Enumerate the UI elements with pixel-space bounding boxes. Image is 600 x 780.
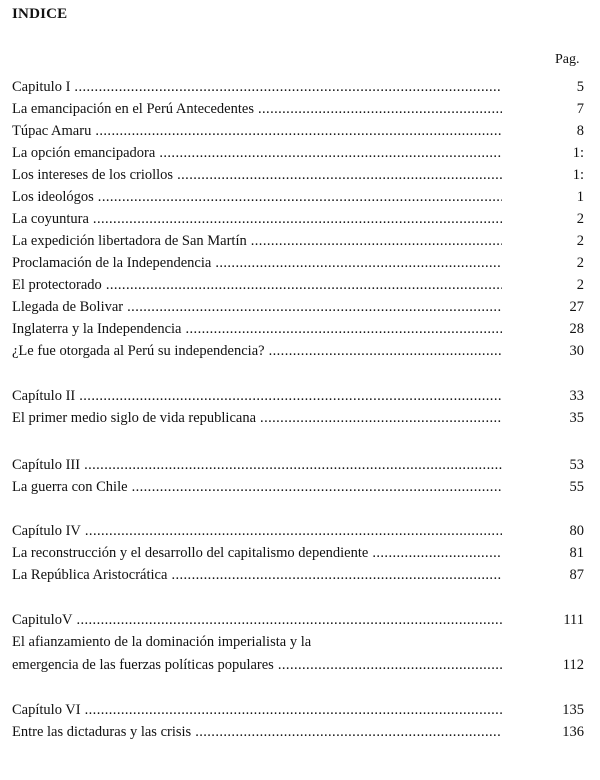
toc-entry-title: Proclamación de la Independencia ..... [12,253,502,273]
toc-entry [12,253,584,273]
toc-entry-title: Entre las dictaduras y las crisis ..... [12,722,502,742]
toc-entry-title: CapituloV ..... [12,610,502,630]
toc-entry [12,655,584,675]
toc-entry-page: 111 [563,612,584,628]
toc-entry-page: 5 [576,79,584,95]
toc-chapter [12,386,584,406]
toc-entry [12,275,584,295]
toc-entry [12,543,584,563]
toc-entry [12,297,584,317]
toc-entry-page: 136 [562,724,584,740]
page-column-label: Pag. [555,52,580,67]
toc-entry-title: La emancipación en el Perú Antecedentes ..... [12,99,502,119]
toc-entry-title: Los intereses de los criollos ..... [12,165,502,185]
toc-entry [12,565,584,585]
toc-entry-page: 2 [576,233,584,249]
toc-entry-page: 2 [576,255,584,271]
toc-entry [12,187,584,207]
toc-entry-page: 1: [572,145,584,161]
toc-entry [12,341,584,361]
toc-entry-title: El protectorado ..... [12,275,502,295]
toc-chapter [12,610,584,630]
toc-entry-title: La guerra con Chile ..... [12,477,502,497]
toc-entry-title: Llegada de Bolivar ..... [12,297,502,317]
toc-entry-title: La República Aristocrática ..... [12,565,502,585]
toc-entry-page: 87 [569,567,584,583]
toc-entry [12,77,584,97]
index-title: INDICE [12,6,68,22]
toc-entry-title-line: El afianzamiento de la dominación imperialista y la [12,634,312,650]
toc-entry-page: 135 [562,702,584,718]
toc-entry-page: 30 [569,343,584,359]
toc-entry-page: 55 [569,479,584,495]
toc-entry-title: Inglaterra y la Independencia ..... [12,319,502,339]
toc-chapter [12,455,584,475]
toc-entry-page: 2 [576,211,584,227]
toc-entry-title: Capitulo I ..... [12,77,502,97]
toc-entry-title: La opción emancipadora ..... [12,143,502,163]
toc-entry-page: 112 [562,657,584,673]
toc-entry-page: 27 [569,299,584,315]
toc-entry-page: 1: [572,167,584,183]
toc-entry-page: 2 [576,277,584,293]
toc-entry-title: Capítulo III ..... [12,455,502,475]
toc-entry [12,99,584,119]
toc-entry-page: 7 [576,101,584,117]
toc-entry-title: La expedición libertadora de San Martín ..... [12,231,502,251]
toc-entry-page: 1 [576,189,584,205]
toc-entry-title: La reconstrucción y el desarrollo del capitalismo dependiente ..... [12,543,502,563]
toc-entry-page: 81 [569,545,584,561]
toc-chapter [12,700,584,720]
toc-entry [12,477,584,497]
toc-entry-page: 80 [569,523,584,539]
toc-entry [12,209,584,229]
toc-entry [12,408,584,428]
toc-entry-page: 33 [569,388,584,404]
toc-entry [12,143,584,163]
toc-entry-title: emergencia de las fuerzas políticas populares ..... [12,655,502,675]
toc-entry-title: Capítulo VI ..... [12,700,502,720]
toc-entry [12,165,584,185]
toc-chapter [12,521,584,541]
toc-entry [12,121,584,141]
toc-entry-page: 35 [569,410,584,426]
toc-entry-page: 28 [569,321,584,337]
toc-entry-title: Capítulo IV ..... [12,521,502,541]
toc-entry-title: Capítulo II ..... [12,386,502,406]
toc-entry [12,319,584,339]
toc-entry [12,722,584,742]
toc-entry-title: La coyuntura ..... [12,209,502,229]
toc-entry-page: 8 [576,123,584,139]
toc-entry-title: El primer medio siglo de vida republicana ..... [12,408,502,428]
toc-entry-title: ¿Le fue otorgada al Perú su independencia? ..... [12,341,502,361]
toc-entry-title: Los ideológos ..... [12,187,502,207]
toc-entry-title: Túpac Amaru ..... [12,121,502,141]
toc-entry [12,231,584,251]
toc-entry-page: 53 [569,457,584,473]
